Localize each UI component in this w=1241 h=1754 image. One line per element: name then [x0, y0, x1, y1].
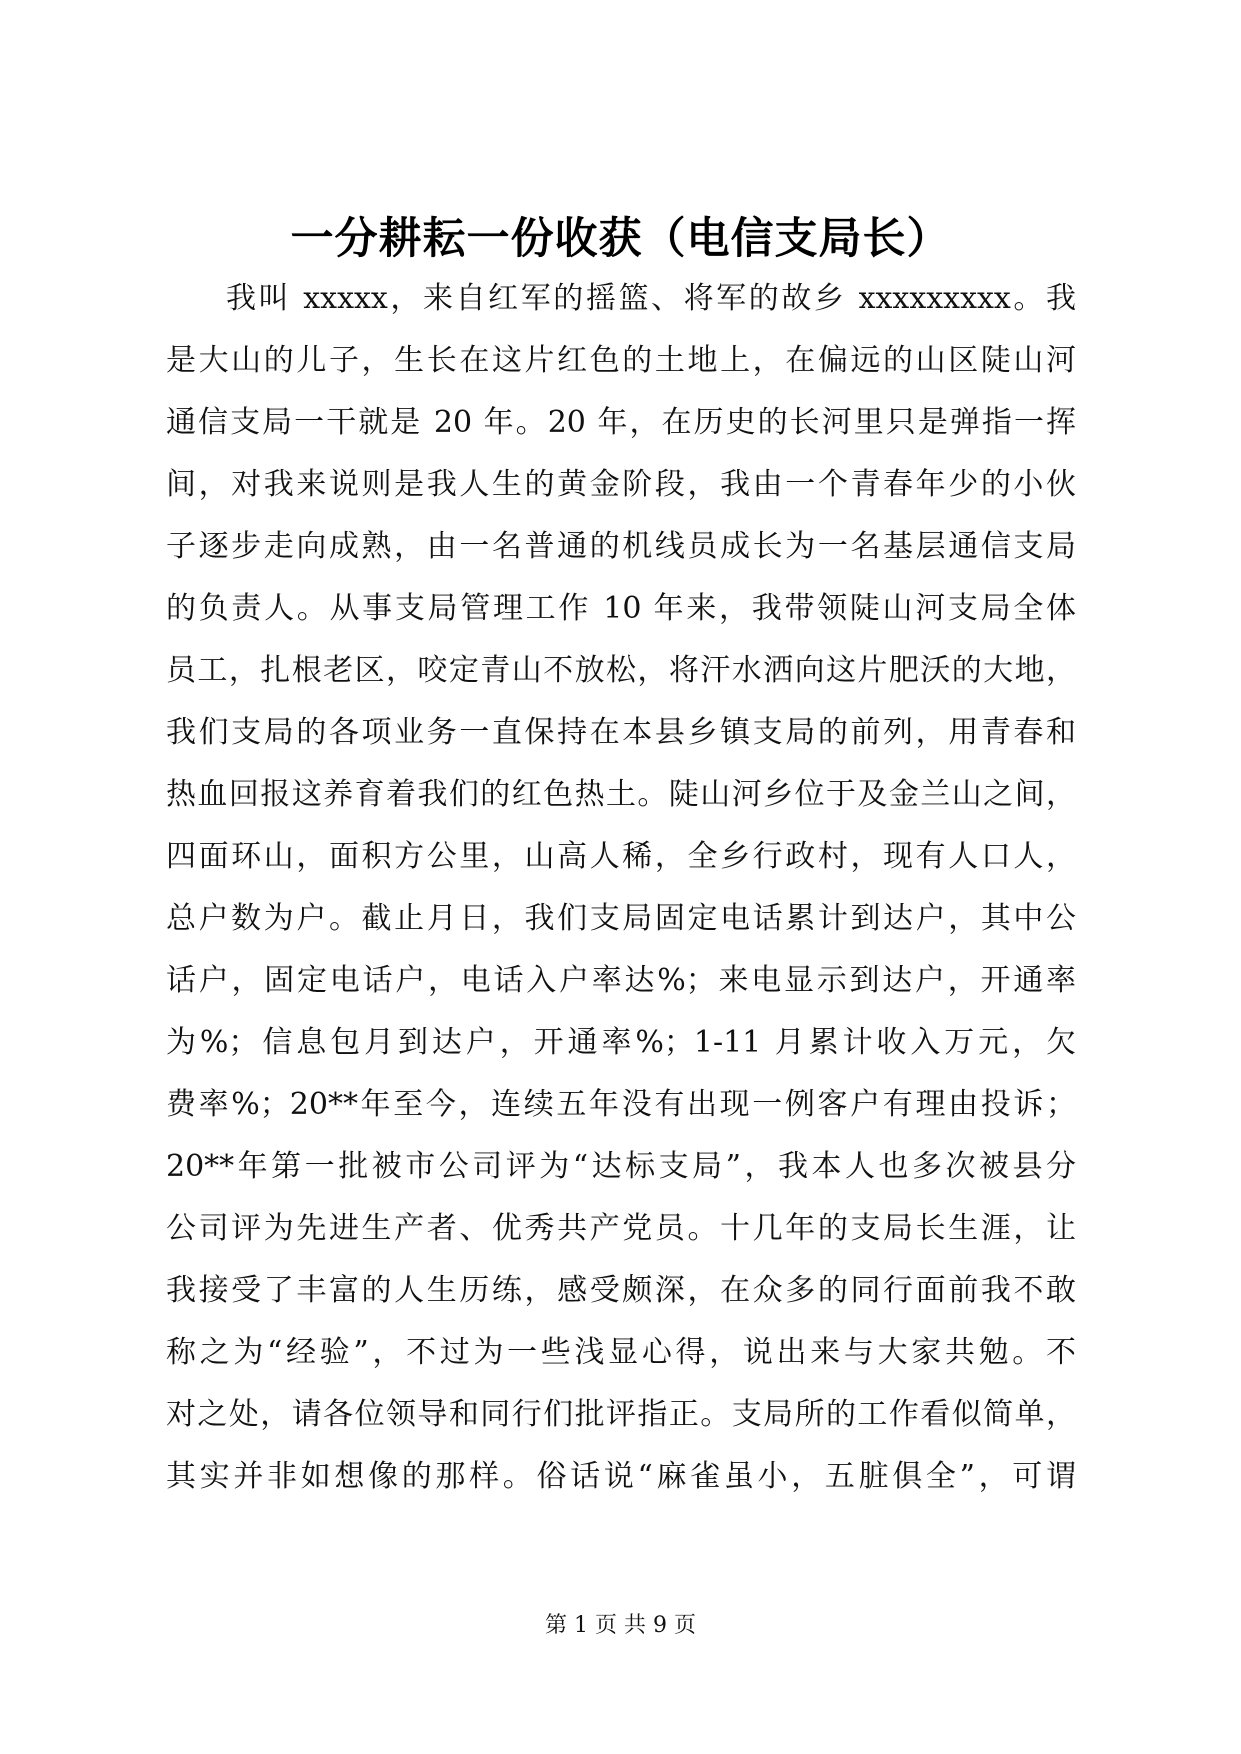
- paragraph-line: 子逐步走向成熟，由一名普通的机线员成长为一名基层通信支局: [166, 529, 1076, 564]
- paragraph-line: 为%；信息包月到达户，开通率%；1-11 月累计收入万元，欠: [166, 1025, 1076, 1060]
- document-body: [166, 268, 1076, 1508]
- paragraph-line: 费率%；20**年至今，连续五年没有出现一例客户有理由投诉；: [166, 1087, 1076, 1122]
- paragraph-line: 其实并非如想像的那样。俗话说“麻雀虽小，五脏俱全”，可谓: [166, 1459, 1076, 1494]
- paragraph-line: 通信支局一干就是 20 年。20 年，在历史的长河里只是弹指一挥: [166, 405, 1076, 440]
- document-title: 一分耕耘一份收获（电信支局长）: [290, 214, 951, 264]
- paragraph-line: 我接受了丰富的人生历练，感受颇深，在众多的同行面前我不敢: [166, 1273, 1076, 1308]
- paragraph-line: 四面环山，面积方公里，山高人稀，全乡行政村，现有人口人，: [166, 839, 1076, 874]
- paragraph-line: 热血回报这养育着我们的红色热土。陡山河乡位于及金兰山之间，: [166, 777, 1076, 812]
- paragraph-line: 对之处，请各位领导和同行们批评指正。支局所的工作看似简单，: [166, 1397, 1076, 1432]
- page-footer: 第 1 页 共 9 页: [545, 1613, 696, 1638]
- paragraph-line: 的负责人。从事支局管理工作 10 年来，我带领陡山河支局全体: [166, 591, 1076, 626]
- paragraph-line: 称之为“经验”，不过为一些浅显心得，说出来与大家共勉。不: [166, 1335, 1076, 1370]
- paragraph-line: 总户数为户。截止月日，我们支局固定电话累计到达户，其中公: [166, 901, 1076, 936]
- paragraph-line: 员工，扎根老区，咬定青山不放松，将汗水洒向这片肥沃的大地，: [166, 653, 1076, 688]
- paragraph-line: 20**年第一批被市公司评为“达标支局”，我本人也多次被县分: [166, 1149, 1076, 1184]
- paragraph-line: 是大山的儿子，生长在这片红色的土地上，在偏远的山区陡山河: [166, 343, 1076, 378]
- paragraph-line: 公司评为先进生产者、优秀共产党员。十几年的支局长生涯，让: [166, 1211, 1076, 1246]
- paragraph-line: 间，对我来说则是我人生的黄金阶段，我由一个青春年少的小伙: [166, 467, 1076, 502]
- paragraph-line: 我叫 xxxxx，来自红军的摇篮、将军的故乡 xxxxxxxxx。我: [226, 281, 1076, 316]
- paragraph-line: 话户，固定电话户，电话入户率达%；来电显示到达户，开通率: [166, 963, 1076, 998]
- paragraph-line: 我们支局的各项业务一直保持在本县乡镇支局的前列，用青春和: [166, 715, 1076, 750]
